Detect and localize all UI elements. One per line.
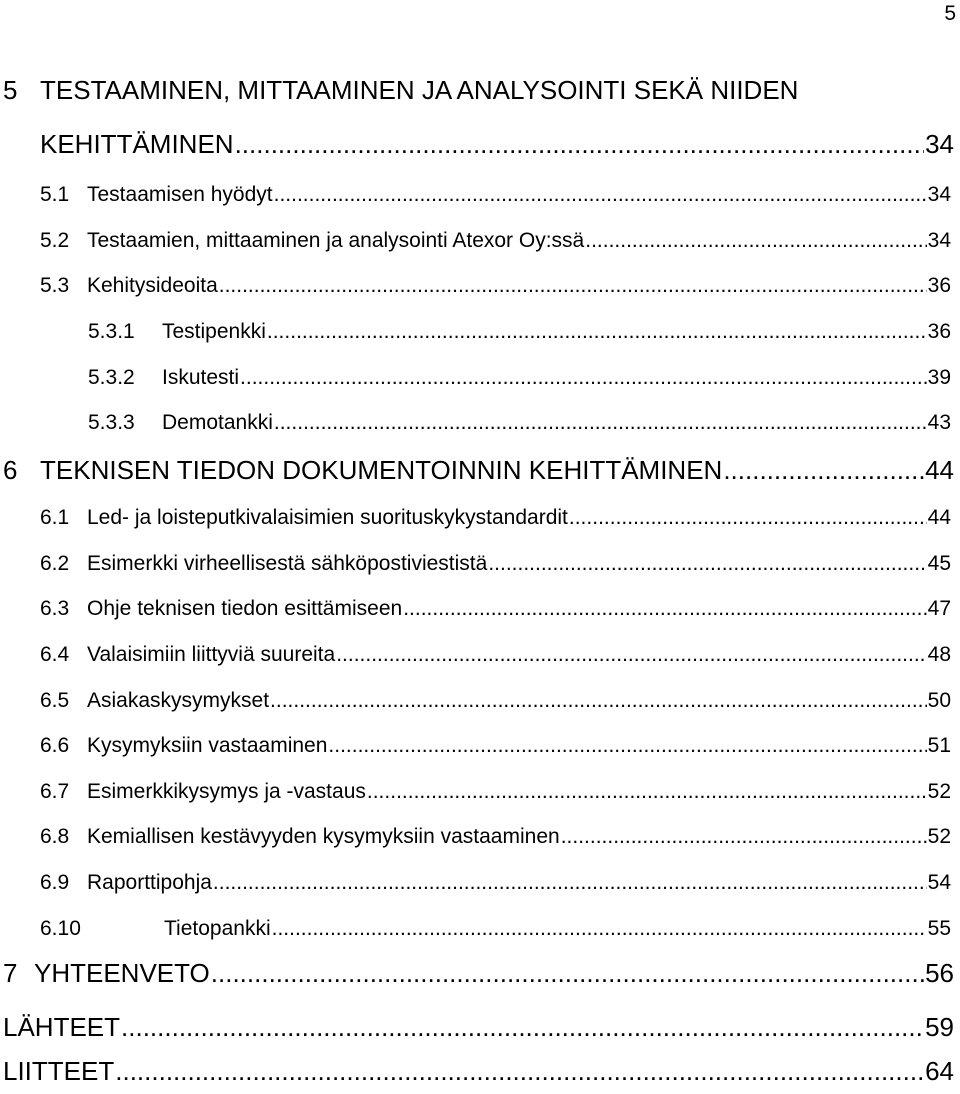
toc-page-number: 54 bbox=[927, 871, 951, 894]
toc-entry-6-5[interactable] bbox=[0, 689, 960, 713]
toc-entry-chapter-7[interactable] bbox=[0, 958, 960, 989]
toc-title: KEHITTÄMINEN bbox=[40, 129, 234, 159]
toc-leader-dots bbox=[235, 129, 925, 160]
toc-entry-5-3-2[interactable] bbox=[0, 366, 960, 390]
toc-number: 6.2 bbox=[40, 552, 70, 575]
toc-number: 6.8 bbox=[40, 825, 70, 848]
toc-number: 6.9 bbox=[40, 871, 70, 894]
toc-number: 7 bbox=[3, 958, 18, 988]
toc-leader-dots bbox=[561, 825, 927, 849]
toc-entry-6-2[interactable] bbox=[0, 552, 960, 576]
toc-title: Esimerkkikysymys ja -vastaus bbox=[87, 780, 366, 803]
toc-title: Testaamien, mittaaminen ja analysointi Atexor Oy:ssä bbox=[87, 229, 585, 252]
toc-number: 5.2 bbox=[40, 229, 70, 252]
toc-page-number: 43 bbox=[927, 411, 951, 434]
toc-leader-dots bbox=[121, 1012, 924, 1043]
toc-leader-dots bbox=[336, 643, 926, 667]
toc-title: Led- ja loisteputkivalaisimien suorituskykystandardit bbox=[87, 506, 568, 529]
toc-number: 5.3.1 bbox=[88, 320, 135, 343]
toc-page-number: 34 bbox=[927, 229, 951, 252]
toc-title: TESTAAMINEN, MITTAAMINEN JA ANALYSOINTI SEKÄ NIIDEN bbox=[40, 75, 799, 105]
toc-entry-6-9[interactable] bbox=[0, 871, 960, 895]
toc-title: Kemiallisen kestävyyden kysymyksiin vastaaminen bbox=[87, 825, 560, 848]
toc-entry-6-7[interactable] bbox=[0, 780, 960, 804]
toc-leader-dots bbox=[403, 597, 926, 621]
toc-number: 6.4 bbox=[40, 643, 70, 666]
toc-entry-chapter-6[interactable] bbox=[0, 455, 960, 486]
toc-title: Kysymyksiin vastaaminen bbox=[87, 734, 328, 757]
toc-number: 6 bbox=[3, 455, 18, 485]
toc-entry-5-3[interactable] bbox=[0, 274, 960, 298]
toc-page-number: 50 bbox=[927, 689, 951, 712]
toc-page-number: 39 bbox=[927, 366, 951, 389]
toc-page-number: 59 bbox=[925, 1012, 954, 1042]
toc-page-number: 64 bbox=[925, 1056, 954, 1086]
toc-entry-6-1[interactable] bbox=[0, 506, 960, 530]
toc-leader-dots bbox=[270, 689, 927, 713]
toc-title: Esimerkki virheellisestä sähköpostiviestistä bbox=[87, 552, 488, 575]
toc-page-number: 56 bbox=[925, 958, 954, 988]
toc-number: 6.7 bbox=[40, 780, 70, 803]
toc-entry-5-1[interactable] bbox=[0, 183, 960, 207]
toc-entry-5-2[interactable] bbox=[0, 229, 960, 253]
toc-entry-chapter-5-continued[interactable] bbox=[0, 129, 960, 160]
toc-leader-dots bbox=[211, 958, 924, 989]
toc-title: Asiakaskysymykset bbox=[87, 689, 270, 712]
toc-leader-dots bbox=[723, 455, 924, 486]
toc-entry-references[interactable] bbox=[0, 1012, 960, 1043]
toc-page-number: 36 bbox=[927, 320, 951, 343]
toc-title: Valaisimiin liittyviä suureita bbox=[87, 643, 336, 666]
toc-number: 6.1 bbox=[40, 506, 70, 529]
toc-title: Demotankki bbox=[162, 411, 273, 434]
toc-leader-dots bbox=[274, 183, 927, 207]
toc-leader-dots bbox=[219, 274, 927, 298]
toc-leader-dots bbox=[213, 871, 927, 895]
toc-entry-6-10[interactable] bbox=[0, 917, 960, 941]
toc-page-number: 52 bbox=[927, 825, 951, 848]
toc-leader-dots bbox=[272, 917, 927, 941]
toc-number: 5.3.2 bbox=[88, 366, 135, 389]
toc-number: 6.3 bbox=[40, 597, 70, 620]
toc-title: LIITTEET bbox=[3, 1056, 115, 1086]
toc-entry-5-3-1[interactable] bbox=[0, 320, 960, 344]
toc-number: 5.3.3 bbox=[88, 411, 135, 434]
toc-leader-dots bbox=[328, 734, 926, 758]
toc-entry-5-3-3[interactable] bbox=[0, 411, 960, 435]
toc-leader-dots bbox=[240, 366, 927, 390]
toc-entry-6-4[interactable] bbox=[0, 643, 960, 667]
toc-page-number: 44 bbox=[927, 506, 951, 529]
toc-title: Iskutesti bbox=[162, 366, 240, 389]
toc-number: 5 bbox=[3, 75, 18, 105]
toc-number: 6.10 bbox=[40, 917, 81, 940]
toc-title: Tietopankki bbox=[164, 917, 271, 940]
toc-page-number: 47 bbox=[927, 597, 951, 620]
toc-page-number: 52 bbox=[927, 780, 951, 803]
toc-page-number: 51 bbox=[927, 734, 951, 757]
toc-entry-6-6[interactable] bbox=[0, 734, 960, 758]
toc-leader-dots bbox=[274, 411, 927, 435]
toc-entry-6-8[interactable] bbox=[0, 825, 960, 849]
toc-page-number: 48 bbox=[927, 643, 951, 666]
page-number: 5 bbox=[944, 2, 956, 25]
toc-page-number: 45 bbox=[927, 552, 951, 575]
toc-number: 5.1 bbox=[40, 183, 70, 206]
toc-page-number: 55 bbox=[927, 917, 951, 940]
toc-page-number: 44 bbox=[925, 455, 954, 485]
toc-leader-dots bbox=[569, 506, 927, 530]
toc-title: Ohje teknisen tiedon esittämiseen bbox=[87, 597, 403, 620]
toc-title: LÄHTEET bbox=[3, 1012, 121, 1042]
toc-title: Kehitysideoita bbox=[87, 274, 218, 297]
toc-chapter-5-heading[interactable] bbox=[0, 75, 960, 106]
toc-page-number: 34 bbox=[925, 129, 954, 159]
toc-leader-dots bbox=[585, 229, 926, 253]
toc-page-number: 36 bbox=[927, 274, 951, 297]
toc-leader-dots bbox=[267, 320, 927, 344]
toc-title: TEKNISEN TIEDON DOKUMENTOINNIN KEHITTÄMINEN bbox=[40, 455, 723, 485]
toc-title: Testaamisen hyödyt bbox=[87, 183, 273, 206]
toc-entry-appendices[interactable] bbox=[0, 1056, 960, 1087]
toc-leader-dots bbox=[115, 1056, 924, 1087]
toc-number: 6.6 bbox=[40, 734, 70, 757]
toc-leader-dots bbox=[488, 552, 926, 576]
toc-number: 5.3 bbox=[40, 274, 70, 297]
toc-title: Testipenkki bbox=[162, 320, 266, 343]
toc-title: YHTEENVETO bbox=[34, 958, 210, 988]
toc-entry-6-3[interactable] bbox=[0, 597, 960, 621]
toc-number: 6.5 bbox=[40, 689, 70, 712]
toc-leader-dots bbox=[367, 780, 927, 804]
toc-page-number: 34 bbox=[927, 183, 951, 206]
toc-title: Raporttipohja bbox=[87, 871, 212, 894]
